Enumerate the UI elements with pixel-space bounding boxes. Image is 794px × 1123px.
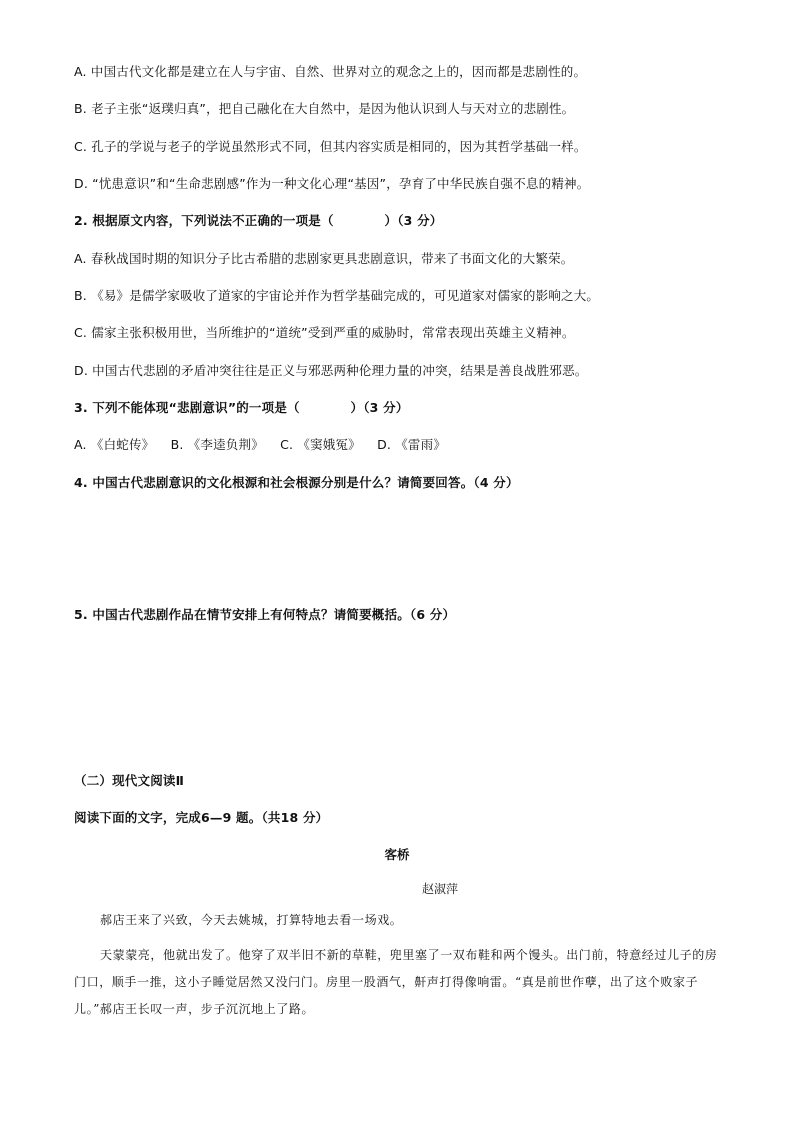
question-4-stem: 4. 中国古代悲剧意识的文化根源和社会根源分别是什么？请简要回答。（4 分）	[74, 475, 519, 490]
q1-option-d: D. “忧患意识”和“生命悲剧感”作为一种文化心理“基因”，孕育了中华民族自强不息的精神。	[74, 176, 590, 191]
question-2-stem: 2. 根据原文内容，下列说法不正确的一项是（ ）（3 分）	[74, 213, 443, 228]
section-heading: （二）现代文阅读Ⅱ	[74, 773, 185, 788]
story-paragraph-2: 天蒙蒙亮，他就出发了。他穿了双半旧不新的草鞋，兜里塞了一双布鞋和两个馒头。出门前，特意经过儿子的房门口，顺手一推，这小子睡觉居然又没闩门。房里一股酒气，鼾声打得像响雷。“真是前世作孽，出了这个败家子儿。”郝店王长叹一声，步子沉沉地上了路。	[74, 948, 718, 1016]
q3-options	[74, 436, 734, 454]
q3-option-d: D. 《雷雨》	[377, 437, 447, 452]
story-paragraph-1: 郝店王来了兴致，今天去姚城，打算特地去看一场戏。	[100, 913, 403, 927]
q1-option-c: C. 孔子的学说与老子的学说虽然形式不同，但其内容实质是相同的，因为其哲学基础一样。	[74, 139, 587, 154]
q2-option-a: A. 春秋战国时期的知识分子比古希腊的悲剧家更具悲剧意识，带来了书面文化的大繁荣。	[74, 251, 574, 266]
q2-option-b: B. 《易》是儒学家吸收了道家的宇宙论并作为哲学基础完成的，可见道家对儒家的影响之大。	[74, 288, 600, 303]
q3-option-c: C. 《窦娥冤》	[280, 437, 361, 452]
q1-option-b: B. 老子主张“返璞归真”，把自己融化在大自然中，是因为他认识到人与天对立的悲剧性。	[74, 101, 575, 116]
question-3-stem: 3. 下列不能体现“悲剧意识”的一项是（ ）（3 分）	[74, 400, 409, 415]
story-author: 赵淑萍	[422, 882, 459, 896]
q3-option-b: B. 《李逵负荆》	[170, 437, 264, 452]
q2-option-d: D. 中国古代悲剧的矛盾冲突往往是正义与邪恶两种伦理力量的冲突，结果是善良战胜邪恶。	[74, 363, 588, 378]
q1-option-a: A. 中国古代文化都是建立在人与宇宙、自然、世界对立的观念之上的，因而都是悲剧性的。	[74, 64, 587, 79]
story-title: 客桥	[384, 847, 410, 862]
reading-instruction: 阅读下面的文字，完成6—9 题。（共18 分）	[74, 810, 329, 825]
q2-option-c: C. 儒家主张积极用世，当所维护的“道统”受到严重的威胁时，常常表现出英雄主义精神。	[74, 325, 575, 340]
question-5-stem: 5. 中国古代悲剧作品在情节安排上有何特点？请简要概括。（6 分）	[74, 607, 456, 622]
q3-option-a: A. 《白蛇传》	[74, 437, 155, 452]
